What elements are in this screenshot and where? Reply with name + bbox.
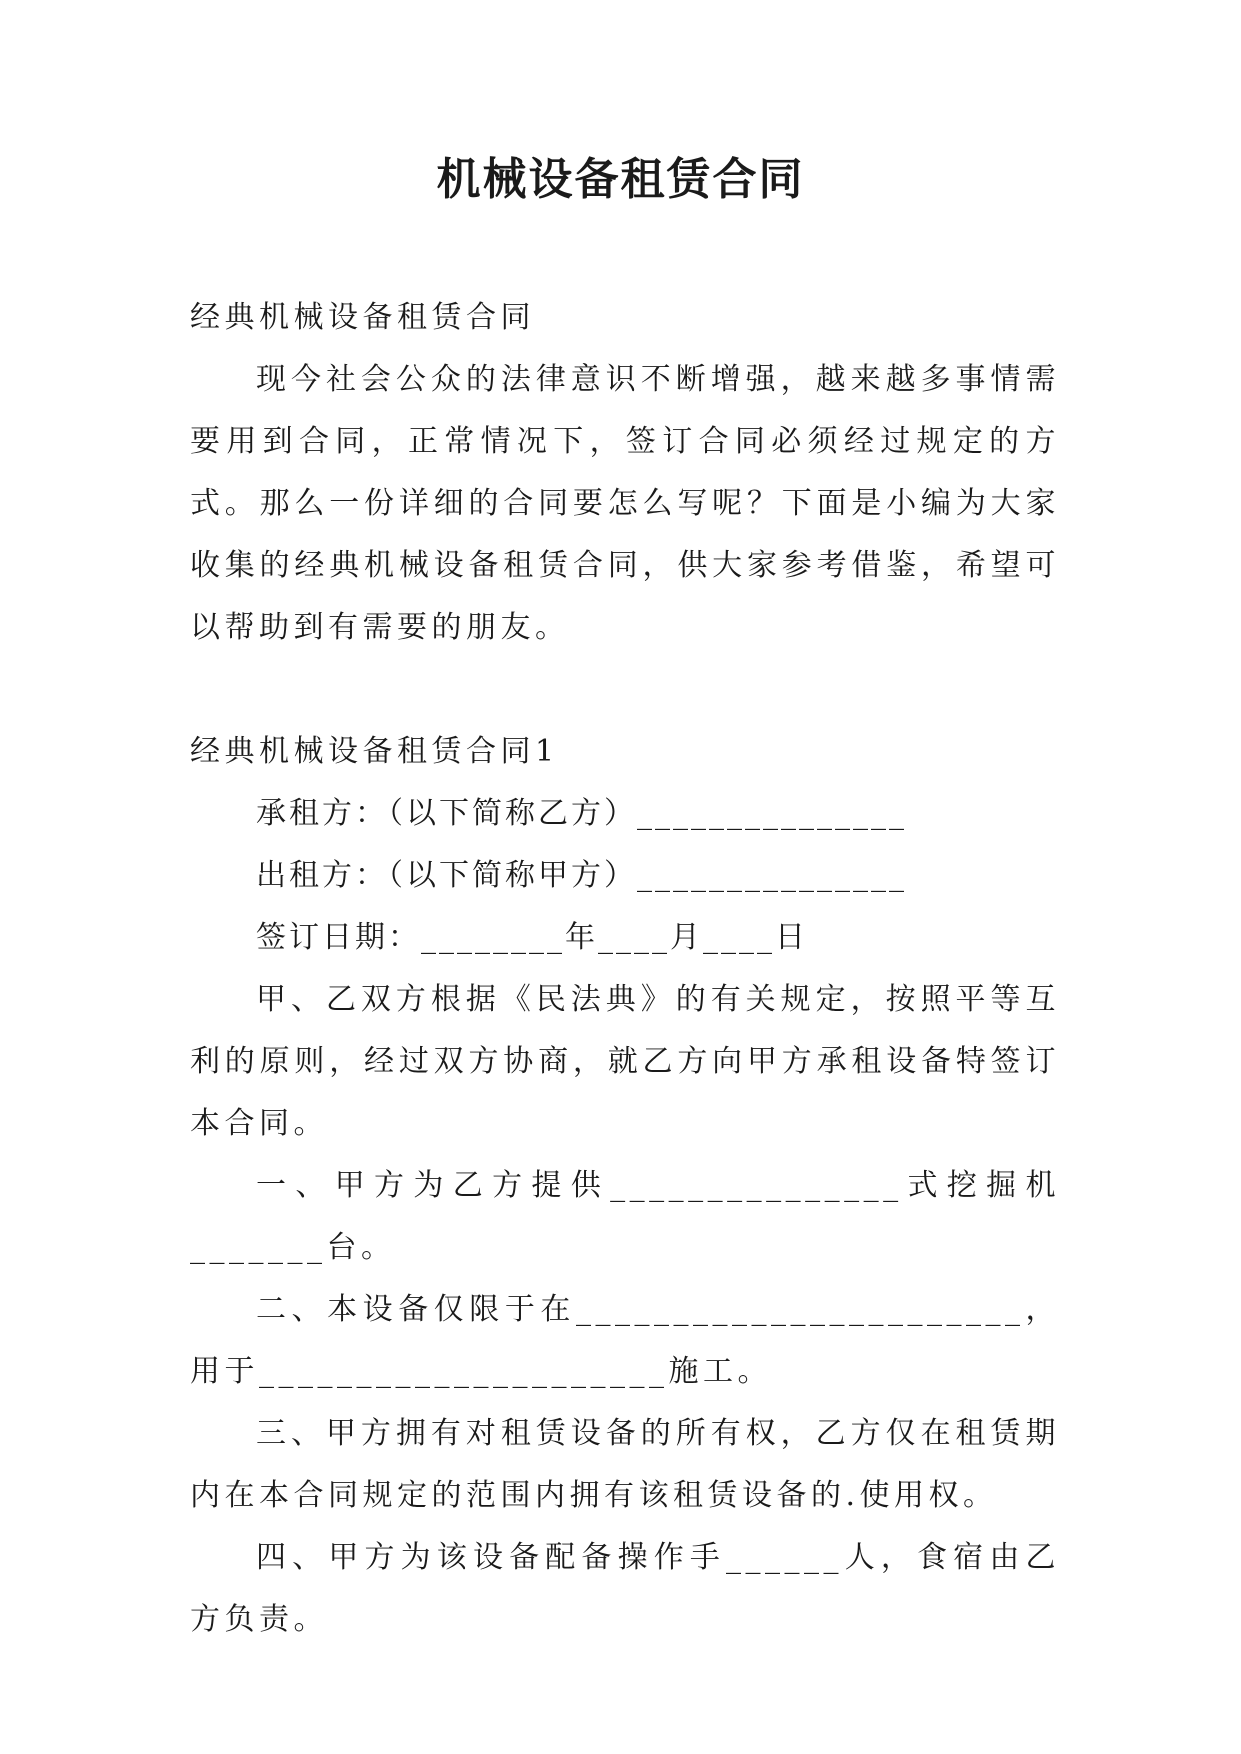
clause-1: 一、甲方为乙方提供_______________式挖掘机_______台。 — [190, 1168, 1060, 1265]
intro-paragraph: 现今社会公众的法律意识不断增强，越来越多事情需要用到合同，正常情况下，签订合同必须经过规定的方式。那么一份详细的合同要怎么写呢？下面是小编为大家收集的经典机械设备租赁合同，供大家参考借鉴，希望可以帮助到有需要的朋友。 — [190, 362, 1060, 645]
preamble-paragraph: 甲、乙双方根据《民法典》的有关规定，按照平等互利的原则，经过双方协商，就乙方向甲方承租设备特签订本合同。 — [190, 982, 1060, 1141]
sign-date-line: 签订日期：________年____月____日 — [256, 920, 808, 955]
lessor-line: 出租方：（以下简称甲方）_______________ — [256, 858, 907, 893]
lessee-line: 承租方：（以下简称乙方）_______________ — [256, 796, 907, 831]
clause-3: 三、甲方拥有对租赁设备的所有权，乙方仅在租赁期内在本合同规定的范围内拥有该租赁设备的.使用权。 — [190, 1416, 1060, 1513]
intro-heading: 经典机械设备租赁合同 — [190, 300, 535, 335]
section-gap — [190, 659, 1060, 721]
document-title: 机械设备租赁合同 — [436, 154, 805, 205]
clause-2: 二、本设备仅限于在_______________________，用于_____________________施工。 — [190, 1292, 1060, 1389]
clause-4: 四、甲方为该设备配备操作手______人，食宿由乙方负责。 — [190, 1540, 1060, 1637]
contract-heading: 经典机械设备租赁合同1 — [190, 734, 559, 769]
document-body — [190, 287, 1060, 1651]
